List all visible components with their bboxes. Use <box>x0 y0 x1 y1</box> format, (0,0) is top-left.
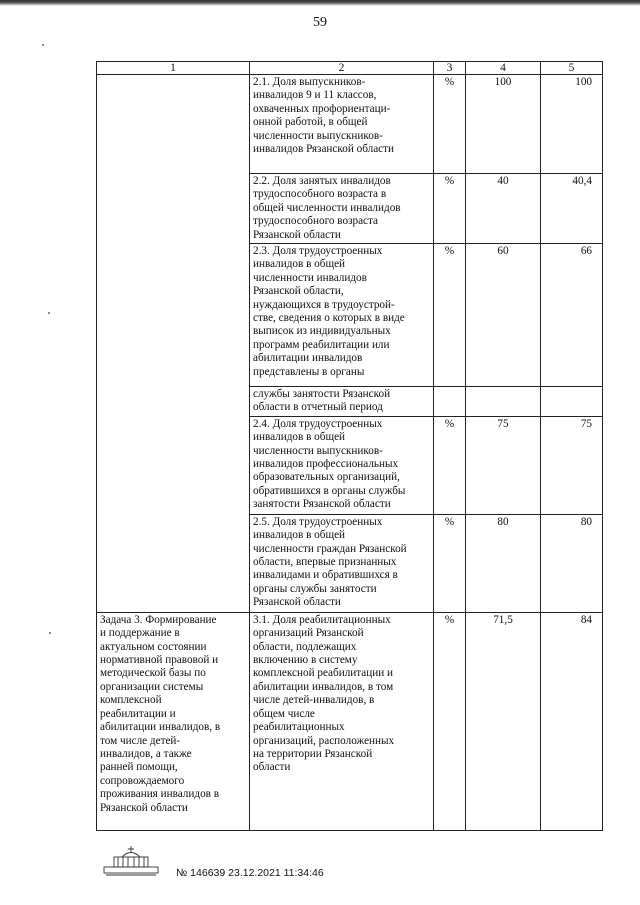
unit-cell: % <box>434 244 466 387</box>
value-col-4: 60 <box>466 244 541 387</box>
header-col-5: 5 <box>541 62 603 75</box>
task-3-cell: Задача 3. Формирование и поддержание в актуальном состоянии нормативной правовой и методической базы по организации системы комплексной реабилитации и абилитации инвалидов, в том числе детей- инвалидов, а также ранней помощи, сопровождаемого проживания инвалидов в Рязанской области <box>97 612 250 830</box>
unit-cell: % <box>434 174 466 244</box>
indicator-cell: службы занятости Рязанской области в отчетный период <box>250 387 434 417</box>
indicator-cell: 2.4. Доля трудоустроенных инвалидов в общей численности выпускников- инвалидов профессиональных образовательных организаций, обратившихся в органы службы занятости Рязанской области <box>250 416 434 514</box>
value-col-4: 40 <box>466 174 541 244</box>
scan-speck <box>48 312 50 314</box>
value-col-4: 71,5 <box>466 612 541 830</box>
indicator-table <box>96 61 603 831</box>
unit-cell <box>434 387 466 417</box>
value-col-5: 66 <box>541 244 603 387</box>
scan-speck <box>49 632 51 634</box>
unit-cell: % <box>434 612 466 830</box>
page-number: 59 <box>313 15 327 30</box>
indicator-cell: 2.3. Доля трудоустроенных инвалидов в общей численности инвалидов Рязанской области, нуждающихся в трудоустрой- стве, сведения о которых в виде выписок из индивидуальных программ реабилитации или абилитации инвалидов представлены в органы <box>250 244 434 387</box>
scan-edge <box>0 0 640 6</box>
indicator-cell: 2.1. Доля выпускников- инвалидов 9 и 11 классов, охваченных профориентаци- онной работой, в общей численности выпускников- инвалидов Рязанской области <box>250 75 434 174</box>
value-col-5: 84 <box>541 612 603 830</box>
table-row <box>97 75 603 174</box>
value-col-4: 100 <box>466 75 541 174</box>
header-col-3: 3 <box>434 62 466 75</box>
unit-cell: % <box>434 416 466 514</box>
value-col-5: 100 <box>541 75 603 174</box>
header-col-2: 2 <box>250 62 434 75</box>
value-col-5: 80 <box>541 514 603 612</box>
table-row <box>97 612 603 830</box>
indicator-cell: 3.1. Доля реабилитационных организаций Рязанской области, подлежащих включению в систему комплексной реабилитации и абилитации инвалидов, в том числе детей-инвалидов, в общем числе реабилитационных организаций, расположенных на территории Рязанской области <box>250 612 434 830</box>
header-col-4: 4 <box>466 62 541 75</box>
value-col-5 <box>541 387 603 417</box>
header-col-1: 1 <box>97 62 250 75</box>
value-col-4 <box>466 387 541 417</box>
value-col-4: 75 <box>466 416 541 514</box>
indicator-cell: 2.2. Доля занятых инвалидов трудоспособного возраста в общей численности инвалидов трудоспособного возраста Рязанской области <box>250 174 434 244</box>
value-col-5: 75 <box>541 416 603 514</box>
indicator-cell: 2.5. Доля трудоустроенных инвалидов в общей численности граждан Рязанской области, впервые признанных инвалидами и обратившихся в органы службы занятости Рязанской области <box>250 514 434 612</box>
registration-stamp: № 146639 23.12.2021 11:34:46 <box>176 867 324 879</box>
unit-cell: % <box>434 75 466 174</box>
unit-cell: % <box>434 514 466 612</box>
registry-seal-icon <box>100 843 162 877</box>
table-header-row <box>97 62 603 75</box>
scan-speck <box>42 44 44 46</box>
value-col-4: 80 <box>466 514 541 612</box>
value-col-5: 40,4 <box>541 174 603 244</box>
task-2-cell <box>97 75 250 613</box>
